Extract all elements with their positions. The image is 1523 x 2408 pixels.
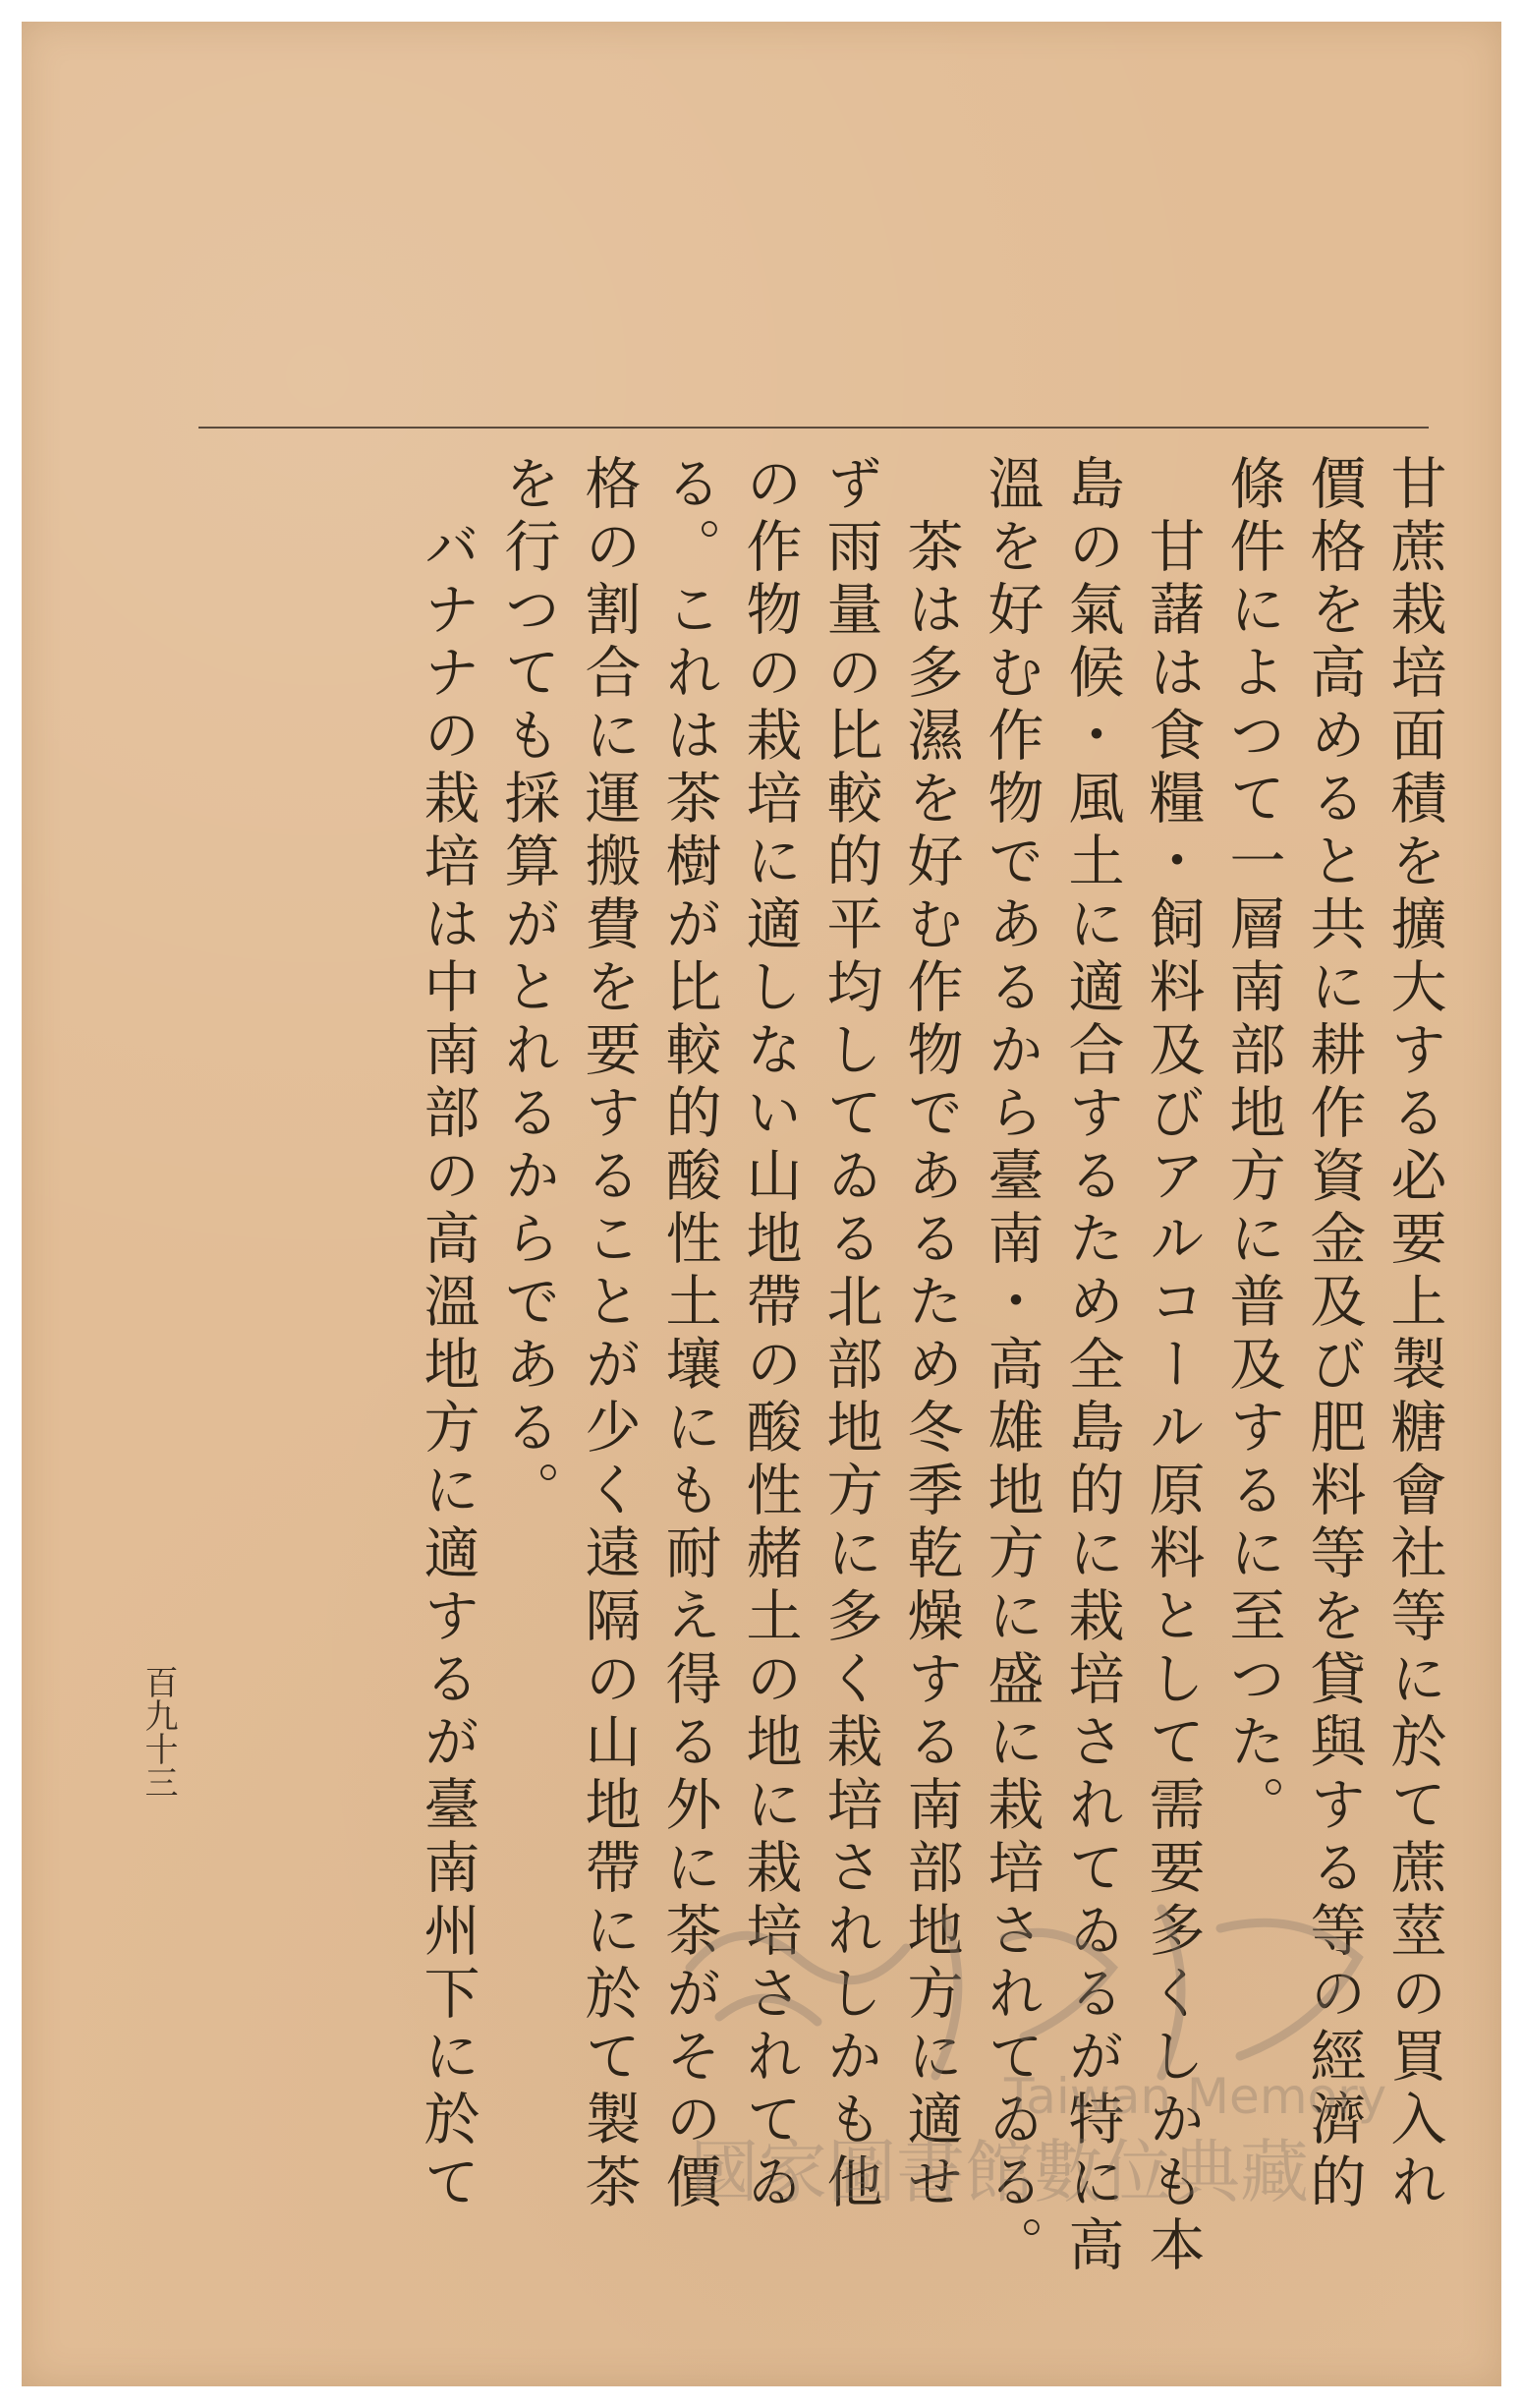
text-column-7: 茶は多濕を好む作物であるため冬季乾燥する南部地方に適せ [898, 454, 963, 2215]
watermark-english: Taiwan Memory [1004, 2068, 1387, 2125]
text-column-8: ず雨量の比較的平均してゐる北部地方に多く栽培されしかも他 [818, 454, 882, 2215]
text-column-9: の作物の栽培に適しない山地帶の酸性赭土の地に栽培されてゐ [737, 454, 802, 2215]
text-column-12: を行つても採算がとれるからである。 [495, 454, 560, 1523]
book-page [22, 22, 1501, 2386]
text-column-10: る。これは茶樹が比較的酸性土壤にも耐え得る外に茶がその價 [656, 454, 721, 2215]
text-column-11: 格の割合に運搬費を要することが少く遠隔の山地帶に於て製茶 [576, 454, 641, 2215]
text-column-5: 島の氣候・風土に適合するため全島的に栽培されてゐるが特に高 [1059, 454, 1124, 2278]
text-column-4: 甘藷は食糧・飼料及びアルコール原料として需要多くしかも本 [1140, 454, 1205, 2278]
text-column-2: 價格を高めると共に耕作資金及び肥料等を貸與する等の經濟的 [1301, 454, 1366, 2215]
page-number: 百九十三 [139, 1665, 178, 1799]
text-column-1: 甘蔗栽培面積を擴大する必要上製糖會社等に於て蔗莖の買入れ [1382, 454, 1446, 2215]
body-text [197, 454, 1454, 2322]
header-rule [198, 427, 1429, 429]
watermark-caption: 國家圖書館數位典藏 [690, 2132, 1309, 2212]
text-column-6: 溫を好む作物であるから臺南・高雄地方に盛に栽培されてゐる。 [979, 454, 1044, 2278]
text-column-3: 條件によつて一層南部地方に普及するに至つた。 [1220, 454, 1285, 1838]
text-column-13: バナナの栽培は中南部の高溫地方に適するが臺南州下に於て [415, 454, 479, 2215]
